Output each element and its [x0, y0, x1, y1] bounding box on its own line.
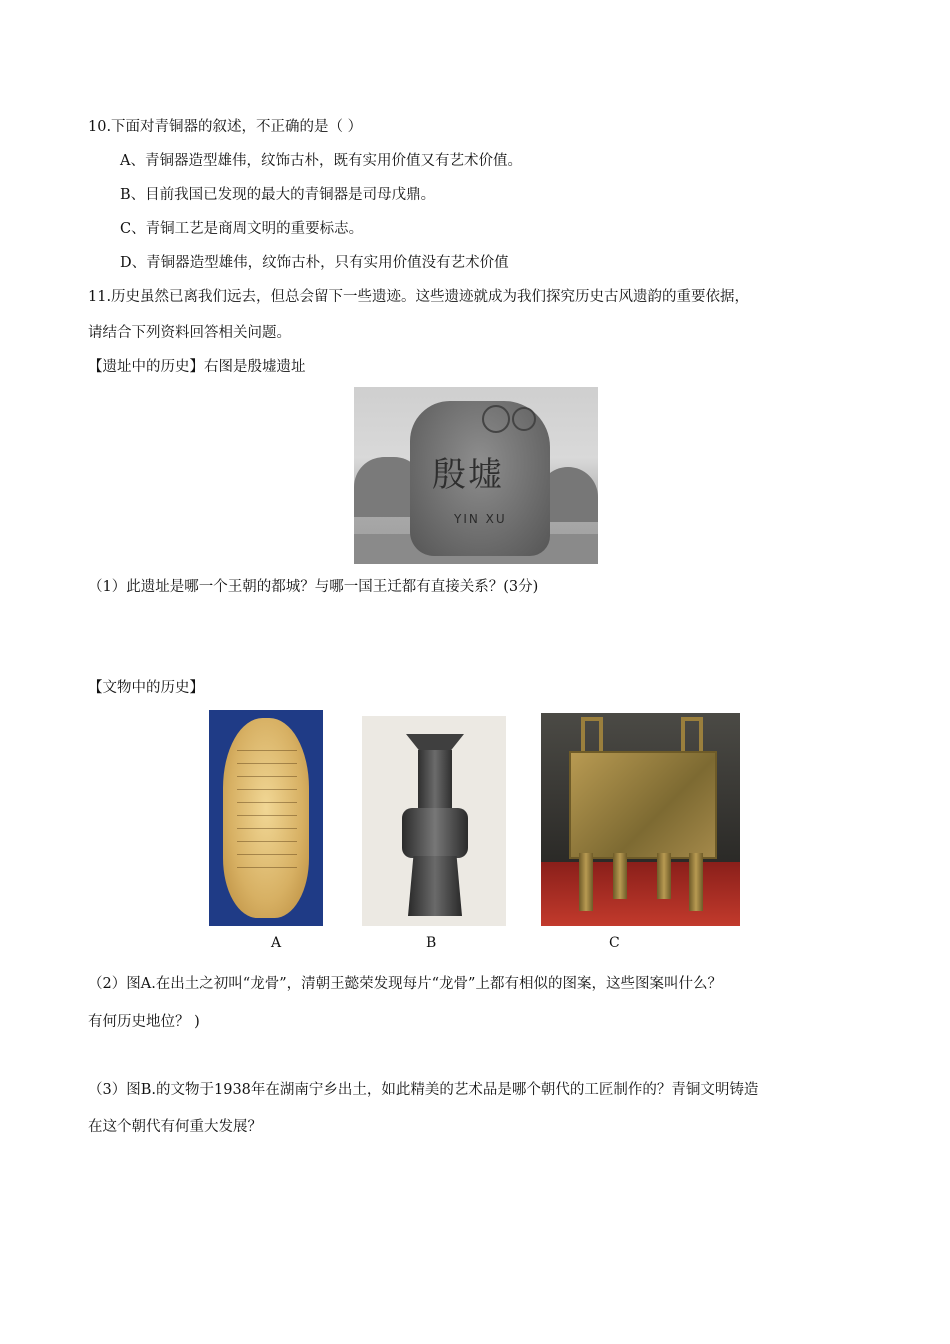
question-10-option-a: A、青铜器造型雄伟，纹饰古朴，既有实用价值又有艺术价值。 [120, 153, 522, 169]
ding-leg [689, 853, 703, 911]
emblem-icon [482, 405, 510, 433]
emblem-icon [512, 407, 536, 431]
question-10-option-d: D、青铜器造型雄伟，纹饰古朴，只有实用价值没有艺术价值 [120, 255, 509, 271]
site-section-heading: 【遗址中的历史】右图是殷墟遗址 [88, 359, 306, 375]
ding-leg [657, 853, 671, 899]
question-11-stem-line1: 11.历史虽然已离我们远去，但总会留下一些遗迹。这些遗迹就成为我们探究历史古风遗韵的重要依据， [88, 289, 750, 305]
question-11-stem-line2: 请结合下列资料回答相关问题。 [88, 325, 291, 341]
question-10-option-c: C、青铜工艺是商周文明的重要标志。 [120, 221, 364, 237]
zun-neck [418, 750, 452, 810]
zun-foot [408, 856, 462, 916]
relic-label-a: A [271, 935, 282, 951]
stone-carved-characters: 殷墟 [432, 455, 504, 495]
zun-mouth [406, 734, 464, 750]
oracle-bone-inscriptions [237, 750, 297, 880]
sub-question-1: （1）此遗址是哪一个王朝的都城？与哪一国王迁都有直接关系？(3分) [88, 579, 539, 595]
question-10-stem: 10.下面对青铜器的叙述，不正确的是（ ） [88, 119, 363, 135]
stone-romanization: YIN XU [454, 512, 507, 526]
sub-question-3-line2: 在这个朝代有何重大发展？ [88, 1119, 262, 1135]
zun-body [402, 808, 468, 858]
ding-leg [613, 853, 627, 899]
relic-label-c: C [609, 935, 620, 951]
bronze-zun-image [362, 716, 506, 926]
relic-label-b: B [426, 935, 437, 951]
question-10-option-b: B、目前我国已发现的最大的青铜器是司母戊鼎。 [120, 187, 436, 203]
sub-question-2-line2: 有何历史地位？ ) [88, 1014, 200, 1030]
ding-leg [579, 853, 593, 911]
yinxu-site-photo [354, 387, 598, 564]
sub-question-2-line1: （2）图A.在出土之初叫“龙骨”，清朝王懿荣发现每片“龙骨”上都有相似的图案，这些图案叫什么？ [88, 976, 722, 992]
bronze-ding-image [541, 713, 740, 926]
ding-body [569, 751, 717, 859]
sub-question-3-line1: （3）图B.的文物于1938年在湖南宁乡出土，如此精美的艺术品是哪个朝代的工匠制作的？青铜文明铸造 [88, 1082, 759, 1098]
oracle-bone-image [209, 710, 323, 926]
relic-section-heading: 【文物中的历史】 [88, 680, 204, 696]
